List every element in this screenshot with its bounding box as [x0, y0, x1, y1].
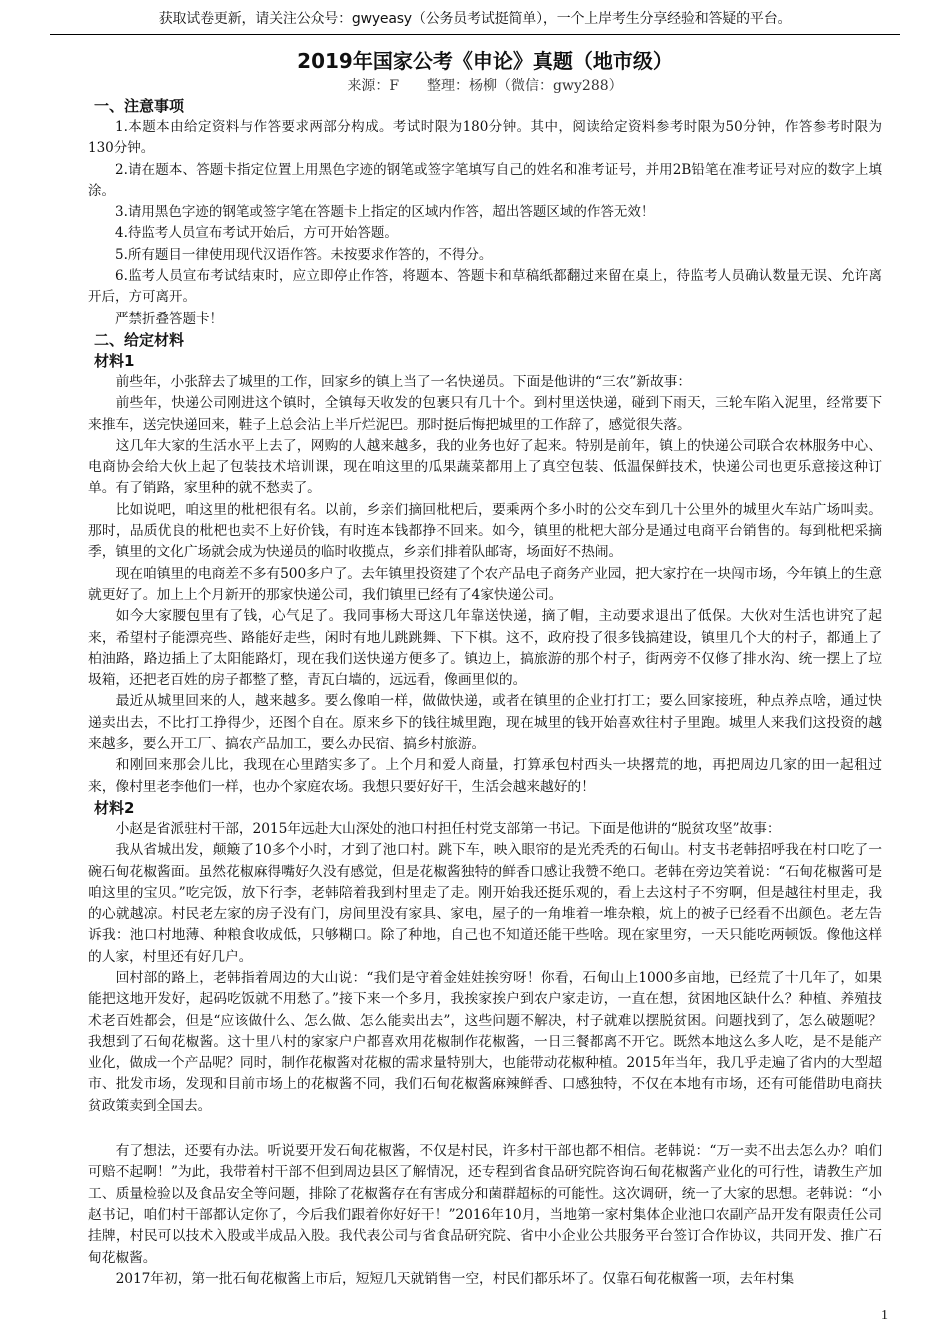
paragraph: 如今大家腰包里有了钱，心气足了。我同事杨大哥这几年靠送快递，摘了帽，主动要求退出了低保。大伙对生活也讲究了起来，希望村子能漂亮些、路能好走些，闲时有地儿跳跳舞、下下棋。这不，政府投了很多钱搞建设，镇里几个大的村子，都通上了柏油路，路边插上了太阳能路灯，现在我们送快递方便多了。镇边上，搞旅游的那个村子，街两旁不仅修了排水沟、统一摆上了垃圾箱，还把老百姓的房子都整了整，青瓦白墙的，远远看，像画里似的。 — [88, 608, 882, 689]
paragraph: 比如说吧，咱这里的枇杷很有名。以前，乡亲们摘回枇杷后，要乘两个多小时的公交车到几十公里外的城里火车站广场叫卖。那时，品质优良的枇杷也卖不上好价钱，有时连本钱都挣不回来。如今，镇里的枇杷大部分是通过电商平台销售的。每到枇杷采摘季，镇里的文化广场就会成为快递员的临时收揽点，乡亲们排着队邮寄，场面好不热闹。 — [88, 501, 882, 561]
section-heading-notice: 一、注意事项 — [94, 97, 185, 115]
notice-item: 5.所有题目一律使用现代汉语作答。未按要求作答的，不得分。 — [115, 246, 493, 263]
notice-item: 6.监考人员宣布考试结束时，应立即停止作答，将题本、答题卡和草稿纸都翻过来留在桌上，待监考人员确认数量无误、允许离开后，方可离开。 — [88, 268, 882, 306]
source-line: 来源：F 整理：杨柳（微信：gwy288） — [347, 78, 623, 94]
notice-item: 4.待监考人员宣布考试开始后，方可开始答题。 — [115, 225, 398, 242]
notice-item: 1.本题本由给定资料与作答要求两部分构成。考试时限为180分钟。其中，阅读给定资料参考时限为50分钟，作答参考时限为130分钟。 — [88, 119, 882, 157]
paragraph: 有了想法，还要有办法。听说要开发石甸花椒酱，不仅是村民，许多村干部也都不相信。老韩说：“万一卖不出去怎么办？咱们可赔不起啊！”为此，我带着村干部不但到周边县区了解情况，还专程到省食品研究院咨询石甸花椒酱产业化的可行性，请教生产加工、质量检验以及食品安全等问题，排除了花椒酱存在有害成分和菌群超标的可能性。这次调研，统一了大家的思想。老韩说：“小赵书记，咱们村干部都认定你了，今后我们跟着你好好干！”2016年10月，当地第一家村集体企业池口农副产品开发有限责任公司挂牌，村民可以技术入股或半成品入股。我代表公司与省食品研究院、省中小企业公共服务平台签订合作协议，共同开发、推广石甸花椒酱。 — [88, 1143, 882, 1266]
page-number: 1 — [881, 1308, 888, 1323]
paragraph: 前些年，快递公司刚进这个镇时，全镇每天收发的包裹只有几十个。到村里送快递，碰到下雨天，三轮车陷入泥里，经常要下来推车，送完快递回来，鞋子上总会沾上半斤烂泥巴。那时挺后悔把城里的工作辞了，感觉很失落。 — [88, 395, 882, 433]
page-title: 2019年国家公考《申论》真题（地市级） — [297, 49, 673, 73]
paragraph: 和刚回来那会儿比，我现在心里踏实多了。上个月和爱人商量，打算承包村西头一块撂荒的地，再把周边几家的田一起租过来，像村里老李他们一样，也办个家庭农场。我想只要好好干，生活会越来越好的！ — [88, 757, 882, 795]
material-2-body — [88, 819, 882, 1290]
paragraph: 前些年，小张辞去了城里的工作，回家乡的镇上当了一名快递员。下面是他讲的“三农”新故事： — [115, 373, 692, 390]
document-page — [88, 46, 882, 1290]
paragraph: 小赵是省派驻村干部，2015年远赴大山深处的池口村担任村党支部第一书记。下面是他讲的“脱贫攻坚”故事： — [115, 820, 781, 837]
paragraph: 我从省城出发，颠簸了10多个小时，才到了池口村。跳下车，映入眼帘的是光秃秃的石甸山。村支书老韩招呼我在村口吃了一碗石甸花椒酱面。虽然花椒麻得嘴好久没有感觉，但是花椒酱独特的鲜香口感让我赞不绝口。老韩在旁边笑着说：“石甸花椒酱可是咱这里的宝贝。”吃完饭，放下行李，老韩陪着我到村里走了走。刚开始我还挺乐观的，看上去这村子不穷啊，但是越往村里走，我的心就越凉。村民老左家的房子没有门，房间里没有家具、家电，屋子的一角堆着一堆杂粮，炕上的被子已经看不出颜色。老左告诉我：池口村地薄、种粮食收成低，只够糊口。除了种地，自己也不知道还能干些啥。现在家里穷，一天只能吃两顿饭。像他这样的人家，村里还有好几户。 — [88, 842, 882, 965]
header-banner: 获取试卷更新，请关注公众号：gwyeasy（公务员考试挺简单），一个上岸考生分享经验和答疑的平台。 — [50, 6, 900, 35]
notice-list — [88, 117, 882, 330]
paragraph: 这几年大家的生活水平上去了，网购的人越来越多，我的业务也好了起来。特别是前年，镇上的快递公司联合农林服务中心、电商协会给大伙上起了包装技术培训课，现在咱这里的瓜果蔬菜都用上了真空包装、低温保鲜技术，快递公司也更乐意接这种订单。有了销路，家里种的就不愁卖了。 — [88, 437, 882, 497]
material-1-label: 材料1 — [94, 351, 135, 370]
material-2-label: 材料2 — [94, 798, 135, 817]
paragraph: 2017年初，第一批石甸花椒酱上市后，短短几天就销售一空，村民们都乐坏了。仅靠石甸花椒酱一项，去年村集 — [115, 1270, 795, 1287]
notice-item: 3.请用黑色字迹的钢笔或签字笔在答题卡上指定的区域内作答，超出答题区域的作答无效！ — [115, 204, 655, 221]
notice-item: 严禁折叠答题卡！ — [115, 310, 223, 327]
paragraph: 最近从城里回来的人，越来越多。要么像咱一样，做做快递，或者在镇里的企业打打工；要么回家接班，种点养点啥，通过快递卖出去，不比打工挣得少，还图个自在。原来乡下的钱往城里跑，现在城里的钱开始喜欢往村子里跑。城里人来我们这投资的越来越多，要么开工厂、搞农产品加工，要么办民宿、搞乡村旅游。 — [88, 693, 882, 753]
material-1-body — [88, 372, 882, 798]
paragraph-gap — [88, 1117, 882, 1141]
section-heading-materials: 二、给定材料 — [94, 330, 185, 349]
notice-item: 2.请在题本、答题卡指定位置上用黑色字迹的钢笔或签字笔填写自己的姓名和准考证号，并用2B铅笔在准考证号对应的数字上填涂。 — [88, 161, 882, 199]
paragraph: 现在咱镇里的电商差不多有500多户了。去年镇里投资建了个农产品电子商务产业园，把大家拧在一块闯市场，今年镇上的生意就更好了。加上上个月新开的那家快递公司，我们镇里已经有了4家快递公司。 — [88, 565, 882, 603]
paragraph: 回村部的路上，老韩指着周边的大山说：“我们是守着金娃娃挨穷呀！你看，石甸山上1000多亩地，已经荒了十几年了，如果能把这地开发好，起码吃饭就不用愁了。”接下来一个多月，我挨家挨户到农户家走访，一直在想，贫困地区缺什么？种植、养殖技术老百姓都会，但是“应该做什么、怎么做、怎么能卖出去”，这些问题不解决，村子就难以摆脱贫困。问题找到了，怎么破题呢？我想到了石甸花椒酱。这十里八村的家家户户都喜欢用花椒制作花椒酱，一日三餐都离不开它。既然本地这么多人吃，是不是能产业化，做成一个产品呢？同时，制作花椒酱对花椒的需求量特别大，也能带动花椒种植。2015年当年，我几乎走遍了省内的大型超市、批发市场，发现和目前市场上的花椒酱不同，我们石甸花椒酱麻辣鲜香、口感独特，不仅在本地有市场，还有可能借助电商扶贫政策卖到全国去。 — [88, 969, 882, 1114]
